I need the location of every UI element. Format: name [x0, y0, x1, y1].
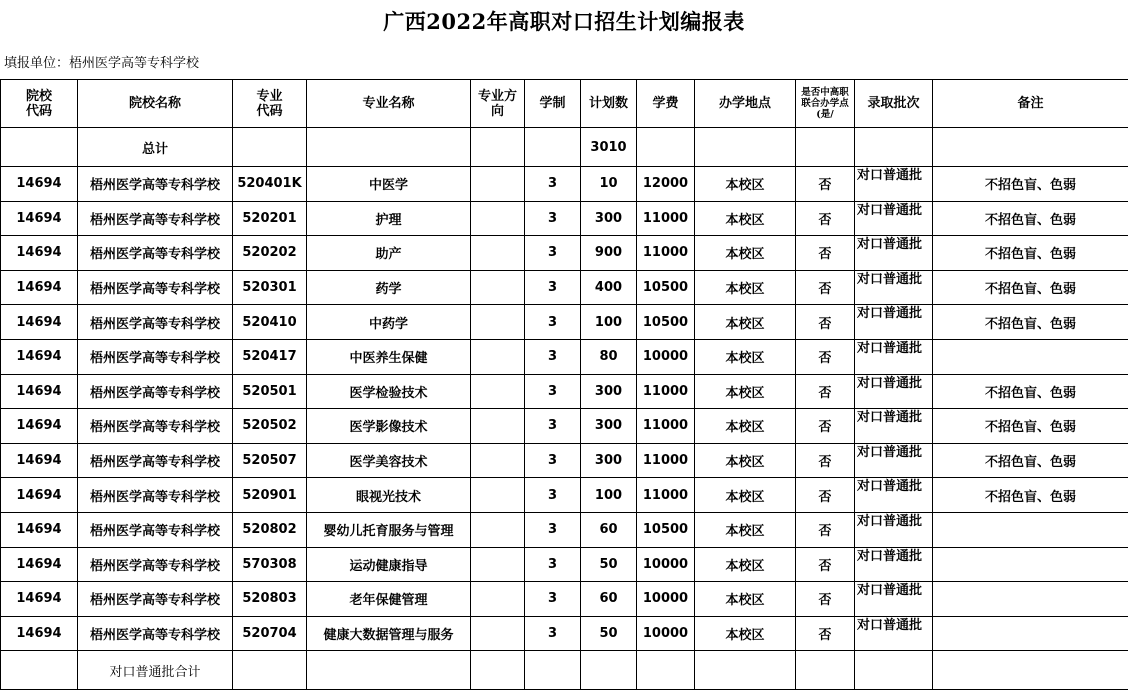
major-code-cell: 520301 [233, 270, 307, 305]
location-cell: 本校区 [695, 374, 796, 409]
major-code-cell: 520803 [233, 582, 307, 617]
col-note: 备注 [933, 80, 1128, 128]
plan-cell: 100 [581, 478, 637, 513]
table-row [1, 443, 1128, 478]
school-name-cell: 梧州医学高等专科学校 [78, 547, 233, 582]
major-code-cell: 520704 [233, 616, 307, 651]
direction-cell [471, 167, 525, 202]
location-cell: 本校区 [695, 201, 796, 236]
school-name-cell: 梧州医学高等专科学校 [78, 270, 233, 305]
plan-cell: 300 [581, 374, 637, 409]
table-row [1, 270, 1128, 305]
fee-cell: 10000 [637, 339, 695, 374]
joint-cell: 否 [796, 547, 855, 582]
col-school-code: 院校代码 [1, 80, 78, 128]
major-code-cell: 570308 [233, 547, 307, 582]
col-plan: 计划数 [581, 80, 637, 128]
batch-cell: 对口普通批 [855, 270, 933, 305]
header-row [1, 80, 1128, 128]
note-cell: 不招色盲、色弱 [933, 201, 1128, 236]
joint-cell: 否 [796, 167, 855, 202]
enrollment-plan-table [0, 79, 1128, 690]
table-row [1, 167, 1128, 202]
note-cell: 不招色盲、色弱 [933, 270, 1128, 305]
school-name-cell: 梧州医学高等专科学校 [78, 167, 233, 202]
page-title: 广西2022年高职对口招生计划编报表 [0, 6, 1128, 36]
location-cell: 本校区 [695, 478, 796, 513]
plan-cell: 60 [581, 582, 637, 617]
major-name-cell: 运动健康指导 [307, 547, 471, 582]
school-name-cell: 梧州医学高等专科学校 [78, 201, 233, 236]
joint-cell: 否 [796, 409, 855, 444]
table-row [1, 547, 1128, 582]
school-code-cell: 14694 [1, 478, 78, 513]
major-code-cell: 520202 [233, 236, 307, 271]
location-cell: 本校区 [695, 167, 796, 202]
table-row [1, 339, 1128, 374]
location-cell: 本校区 [695, 339, 796, 374]
school-code-cell: 14694 [1, 616, 78, 651]
fee-cell: 11000 [637, 443, 695, 478]
subtotal-label: 对口普通批合计 [78, 651, 233, 690]
school-name-cell: 梧州医学高等专科学校 [78, 616, 233, 651]
note-cell: 不招色盲、色弱 [933, 409, 1128, 444]
location-cell: 本校区 [695, 512, 796, 547]
batch-cell: 对口普通批 [855, 547, 933, 582]
plan-cell: 10 [581, 167, 637, 202]
table-row [1, 236, 1128, 271]
school-code-cell: 14694 [1, 374, 78, 409]
batch-cell: 对口普通批 [855, 236, 933, 271]
major-code-cell: 520802 [233, 512, 307, 547]
fee-cell: 11000 [637, 374, 695, 409]
school-code-cell: 14694 [1, 236, 78, 271]
fee-cell: 10500 [637, 512, 695, 547]
major-code-cell: 520501 [233, 374, 307, 409]
fee-cell: 10500 [637, 305, 695, 340]
note-cell: 不招色盲、色弱 [933, 478, 1128, 513]
plan-cell: 300 [581, 409, 637, 444]
major-code-cell: 520410 [233, 305, 307, 340]
duration-cell: 3 [525, 374, 581, 409]
location-cell: 本校区 [695, 270, 796, 305]
note-cell [933, 339, 1128, 374]
major-name-cell: 中医养生保健 [307, 339, 471, 374]
location-cell: 本校区 [695, 616, 796, 651]
location-cell: 本校区 [695, 305, 796, 340]
col-direction: 专业方向 [471, 80, 525, 128]
major-name-cell: 医学影像技术 [307, 409, 471, 444]
school-code-cell: 14694 [1, 582, 78, 617]
table-row [1, 374, 1128, 409]
col-duration: 学制 [525, 80, 581, 128]
location-cell: 本校区 [695, 443, 796, 478]
duration-cell: 3 [525, 582, 581, 617]
duration-cell: 3 [525, 478, 581, 513]
major-name-cell: 护理 [307, 201, 471, 236]
note-cell [933, 512, 1128, 547]
note-cell: 不招色盲、色弱 [933, 167, 1128, 202]
direction-cell [471, 409, 525, 444]
note-cell [933, 547, 1128, 582]
location-cell: 本校区 [695, 409, 796, 444]
school-code-cell: 14694 [1, 167, 78, 202]
fee-cell: 10500 [637, 270, 695, 305]
major-name-cell: 医学检验技术 [307, 374, 471, 409]
major-name-cell: 助产 [307, 236, 471, 271]
direction-cell [471, 339, 525, 374]
fee-cell: 11000 [637, 478, 695, 513]
school-name-cell: 梧州医学高等专科学校 [78, 374, 233, 409]
plan-cell: 300 [581, 201, 637, 236]
batch-cell: 对口普通批 [855, 201, 933, 236]
joint-cell: 否 [796, 443, 855, 478]
school-name-cell: 梧州医学高等专科学校 [78, 512, 233, 547]
school-code-cell: 14694 [1, 201, 78, 236]
plan-cell: 60 [581, 512, 637, 547]
duration-cell: 3 [525, 339, 581, 374]
plan-cell: 80 [581, 339, 637, 374]
note-cell [933, 616, 1128, 651]
note-cell: 不招色盲、色弱 [933, 374, 1128, 409]
school-name-cell: 梧州医学高等专科学校 [78, 443, 233, 478]
duration-cell: 3 [525, 167, 581, 202]
note-cell: 不招色盲、色弱 [933, 236, 1128, 271]
plan-cell: 300 [581, 443, 637, 478]
duration-cell: 3 [525, 616, 581, 651]
direction-cell [471, 616, 525, 651]
location-cell: 本校区 [695, 547, 796, 582]
school-name-cell: 梧州医学高等专科学校 [78, 339, 233, 374]
batch-cell: 对口普通批 [855, 443, 933, 478]
table-row [1, 305, 1128, 340]
joint-cell: 否 [796, 305, 855, 340]
col-major-name: 专业名称 [307, 80, 471, 128]
school-name-cell: 梧州医学高等专科学校 [78, 582, 233, 617]
joint-cell: 否 [796, 374, 855, 409]
total-row [1, 128, 1128, 167]
major-name-cell: 老年保健管理 [307, 582, 471, 617]
joint-cell: 否 [796, 270, 855, 305]
school-name-cell: 梧州医学高等专科学校 [78, 305, 233, 340]
major-code-cell: 520401K [233, 167, 307, 202]
duration-cell: 3 [525, 201, 581, 236]
note-cell: 不招色盲、色弱 [933, 443, 1128, 478]
col-joint: 是否中高职联合办学点(是/ [796, 80, 855, 128]
table-row [1, 201, 1128, 236]
school-code-cell: 14694 [1, 512, 78, 547]
school-code-cell: 14694 [1, 305, 78, 340]
school-name-cell: 梧州医学高等专科学校 [78, 478, 233, 513]
direction-cell [471, 305, 525, 340]
direction-cell [471, 201, 525, 236]
school-code-cell: 14694 [1, 270, 78, 305]
total-plan: 3010 [581, 128, 637, 167]
fee-cell: 12000 [637, 167, 695, 202]
duration-cell: 3 [525, 236, 581, 271]
joint-cell: 否 [796, 512, 855, 547]
reporting-unit: 填报单位：梧州医学高等专科学校 [4, 52, 199, 71]
major-name-cell: 中药学 [307, 305, 471, 340]
fee-cell: 11000 [637, 201, 695, 236]
major-code-cell: 520417 [233, 339, 307, 374]
plan-cell: 100 [581, 305, 637, 340]
plan-cell: 400 [581, 270, 637, 305]
fee-cell: 11000 [637, 236, 695, 271]
location-cell: 本校区 [695, 582, 796, 617]
major-name-cell: 婴幼儿托育服务与管理 [307, 512, 471, 547]
duration-cell: 3 [525, 547, 581, 582]
joint-cell: 否 [796, 478, 855, 513]
duration-cell: 3 [525, 305, 581, 340]
batch-cell: 对口普通批 [855, 167, 933, 202]
direction-cell [471, 270, 525, 305]
batch-cell: 对口普通批 [855, 339, 933, 374]
batch-cell: 对口普通批 [855, 409, 933, 444]
col-major-code: 专业代码 [233, 80, 307, 128]
batch-cell: 对口普通批 [855, 478, 933, 513]
duration-cell: 3 [525, 270, 581, 305]
col-school-name: 院校名称 [78, 80, 233, 128]
joint-cell: 否 [796, 582, 855, 617]
fee-cell: 10000 [637, 582, 695, 617]
col-batch: 录取批次 [855, 80, 933, 128]
note-cell: 不招色盲、色弱 [933, 305, 1128, 340]
direction-cell [471, 443, 525, 478]
joint-cell: 否 [796, 339, 855, 374]
joint-cell: 否 [796, 201, 855, 236]
table-row [1, 409, 1128, 444]
major-code-cell: 520507 [233, 443, 307, 478]
major-name-cell: 医学美容技术 [307, 443, 471, 478]
school-code-cell: 14694 [1, 339, 78, 374]
major-name-cell: 健康大数据管理与服务 [307, 616, 471, 651]
direction-cell [471, 582, 525, 617]
fee-cell: 10000 [637, 547, 695, 582]
col-location: 办学地点 [695, 80, 796, 128]
major-code-cell: 520901 [233, 478, 307, 513]
school-name-cell: 梧州医学高等专科学校 [78, 236, 233, 271]
direction-cell [471, 547, 525, 582]
table-row [1, 616, 1128, 651]
batch-cell: 对口普通批 [855, 582, 933, 617]
joint-cell: 否 [796, 616, 855, 651]
batch-cell: 对口普通批 [855, 616, 933, 651]
major-name-cell: 眼视光技术 [307, 478, 471, 513]
plan-cell: 900 [581, 236, 637, 271]
batch-cell: 对口普通批 [855, 305, 933, 340]
fee-cell: 11000 [637, 409, 695, 444]
direction-cell [471, 374, 525, 409]
table-row [1, 478, 1128, 513]
direction-cell [471, 512, 525, 547]
direction-cell [471, 236, 525, 271]
fee-cell: 10000 [637, 616, 695, 651]
location-cell: 本校区 [695, 236, 796, 271]
batch-cell: 对口普通批 [855, 374, 933, 409]
table-row [1, 512, 1128, 547]
school-code-cell: 14694 [1, 547, 78, 582]
major-code-cell: 520502 [233, 409, 307, 444]
duration-cell: 3 [525, 409, 581, 444]
major-name-cell: 药学 [307, 270, 471, 305]
batch-cell: 对口普通批 [855, 512, 933, 547]
major-code-cell: 520201 [233, 201, 307, 236]
major-name-cell: 中医学 [307, 167, 471, 202]
total-label: 总计 [78, 128, 233, 167]
duration-cell: 3 [525, 443, 581, 478]
school-code-cell: 14694 [1, 443, 78, 478]
direction-cell [471, 478, 525, 513]
col-fee: 学费 [637, 80, 695, 128]
note-cell [933, 582, 1128, 617]
school-code-cell: 14694 [1, 409, 78, 444]
school-name-cell: 梧州医学高等专科学校 [78, 409, 233, 444]
duration-cell: 3 [525, 512, 581, 547]
plan-cell: 50 [581, 547, 637, 582]
joint-cell: 否 [796, 236, 855, 271]
plan-cell: 50 [581, 616, 637, 651]
table-row [1, 582, 1128, 617]
